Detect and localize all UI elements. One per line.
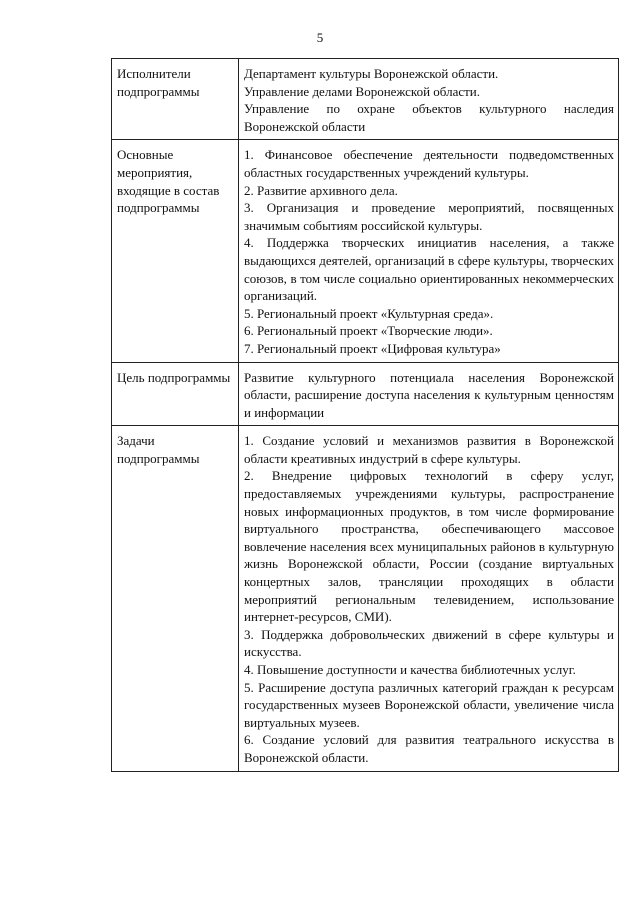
list-item: 5. Расширение доступа различных категорий граждан к ресурсам государственных музеев Воронежской области, увеличение числа виртуальных музеев. [244,679,614,730]
list-item: 7. Региональный проект «Цифровая культура» [244,340,501,356]
list-item: 3. Поддержка добровольческих движений в сфере культуры и искусства. [244,626,614,660]
list-item: 3. Организация и проведение мероприятий, посвященных значимым событиям российской культуры. [244,200,614,233]
page-number: 5 [316,30,324,45]
list-item: 4. Поддержка творческих инициатив населения, а также выдающихся деятелей, организаций в сфере культуры, творческих союзов, в том числе социально ориентированных некоммерческих организаций. [244,235,614,304]
list-item: Управление делами Воронежской области. [244,83,481,99]
row-content-main-activities [239,140,619,362]
row-label-goal: Цель подпрограммы [112,362,239,426]
list-item: 2. Внедрение цифровых технологий в сферу услуг, предоставляемых учреждениями культуры, распространение новых информационных продуктов, в том числе формирование виртуального пространства, обеспечивающего массовое вовлечение населения всех муниципальных районов в культурную жизнь Воронежской области, России (создание виртуальных концертных залов, трансляции проходящих в области мероприятий региональным телевидением, использование интернет-ресурсов, СМИ). [244,468,614,625]
list-item: Развитие культурного потенциала населения Воронежской области, расширение доступа населения к культурным ценностям и информации [244,369,614,420]
list-item: 4. Повышение доступности и качества библиотечных услуг. [244,662,576,677]
list-item: 2. Развитие архивного дела. [244,182,398,198]
row-label-executors: Исполнители подпрограммы [112,59,239,140]
table-row [112,140,619,362]
table-row [112,426,619,771]
row-content-executors [239,59,619,140]
row-content-tasks [239,426,619,771]
table-row [112,59,619,140]
row-label-tasks: Задачи подпрограммы [112,426,239,771]
list-item: 1. Финансовое обеспечение деятельности подведомственных областных государственных учреждений культуры. [244,147,614,180]
row-label-main-activities: Основные мероприятия, входящие в состав подпрограммы [112,140,239,362]
list-item: 1. Создание условий и механизмов развития в Воронежской области креативных индустрий в сфере культуры. [244,433,614,466]
list-item: 6. Региональный проект «Творческие люди». [244,323,493,339]
subprogram-passport-table [111,58,619,772]
list-item: Управление по охране объектов культурного наследия Воронежской области [244,101,614,134]
list-item: 5. Региональный проект «Культурная среда». [244,305,494,321]
table-row [112,362,619,426]
list-item: 6. Создание условий для развития театрального искусства в Воронежской области. [244,732,614,765]
row-content-goal [239,362,619,426]
list-item: Департамент культуры Воронежской области. [244,66,499,81]
